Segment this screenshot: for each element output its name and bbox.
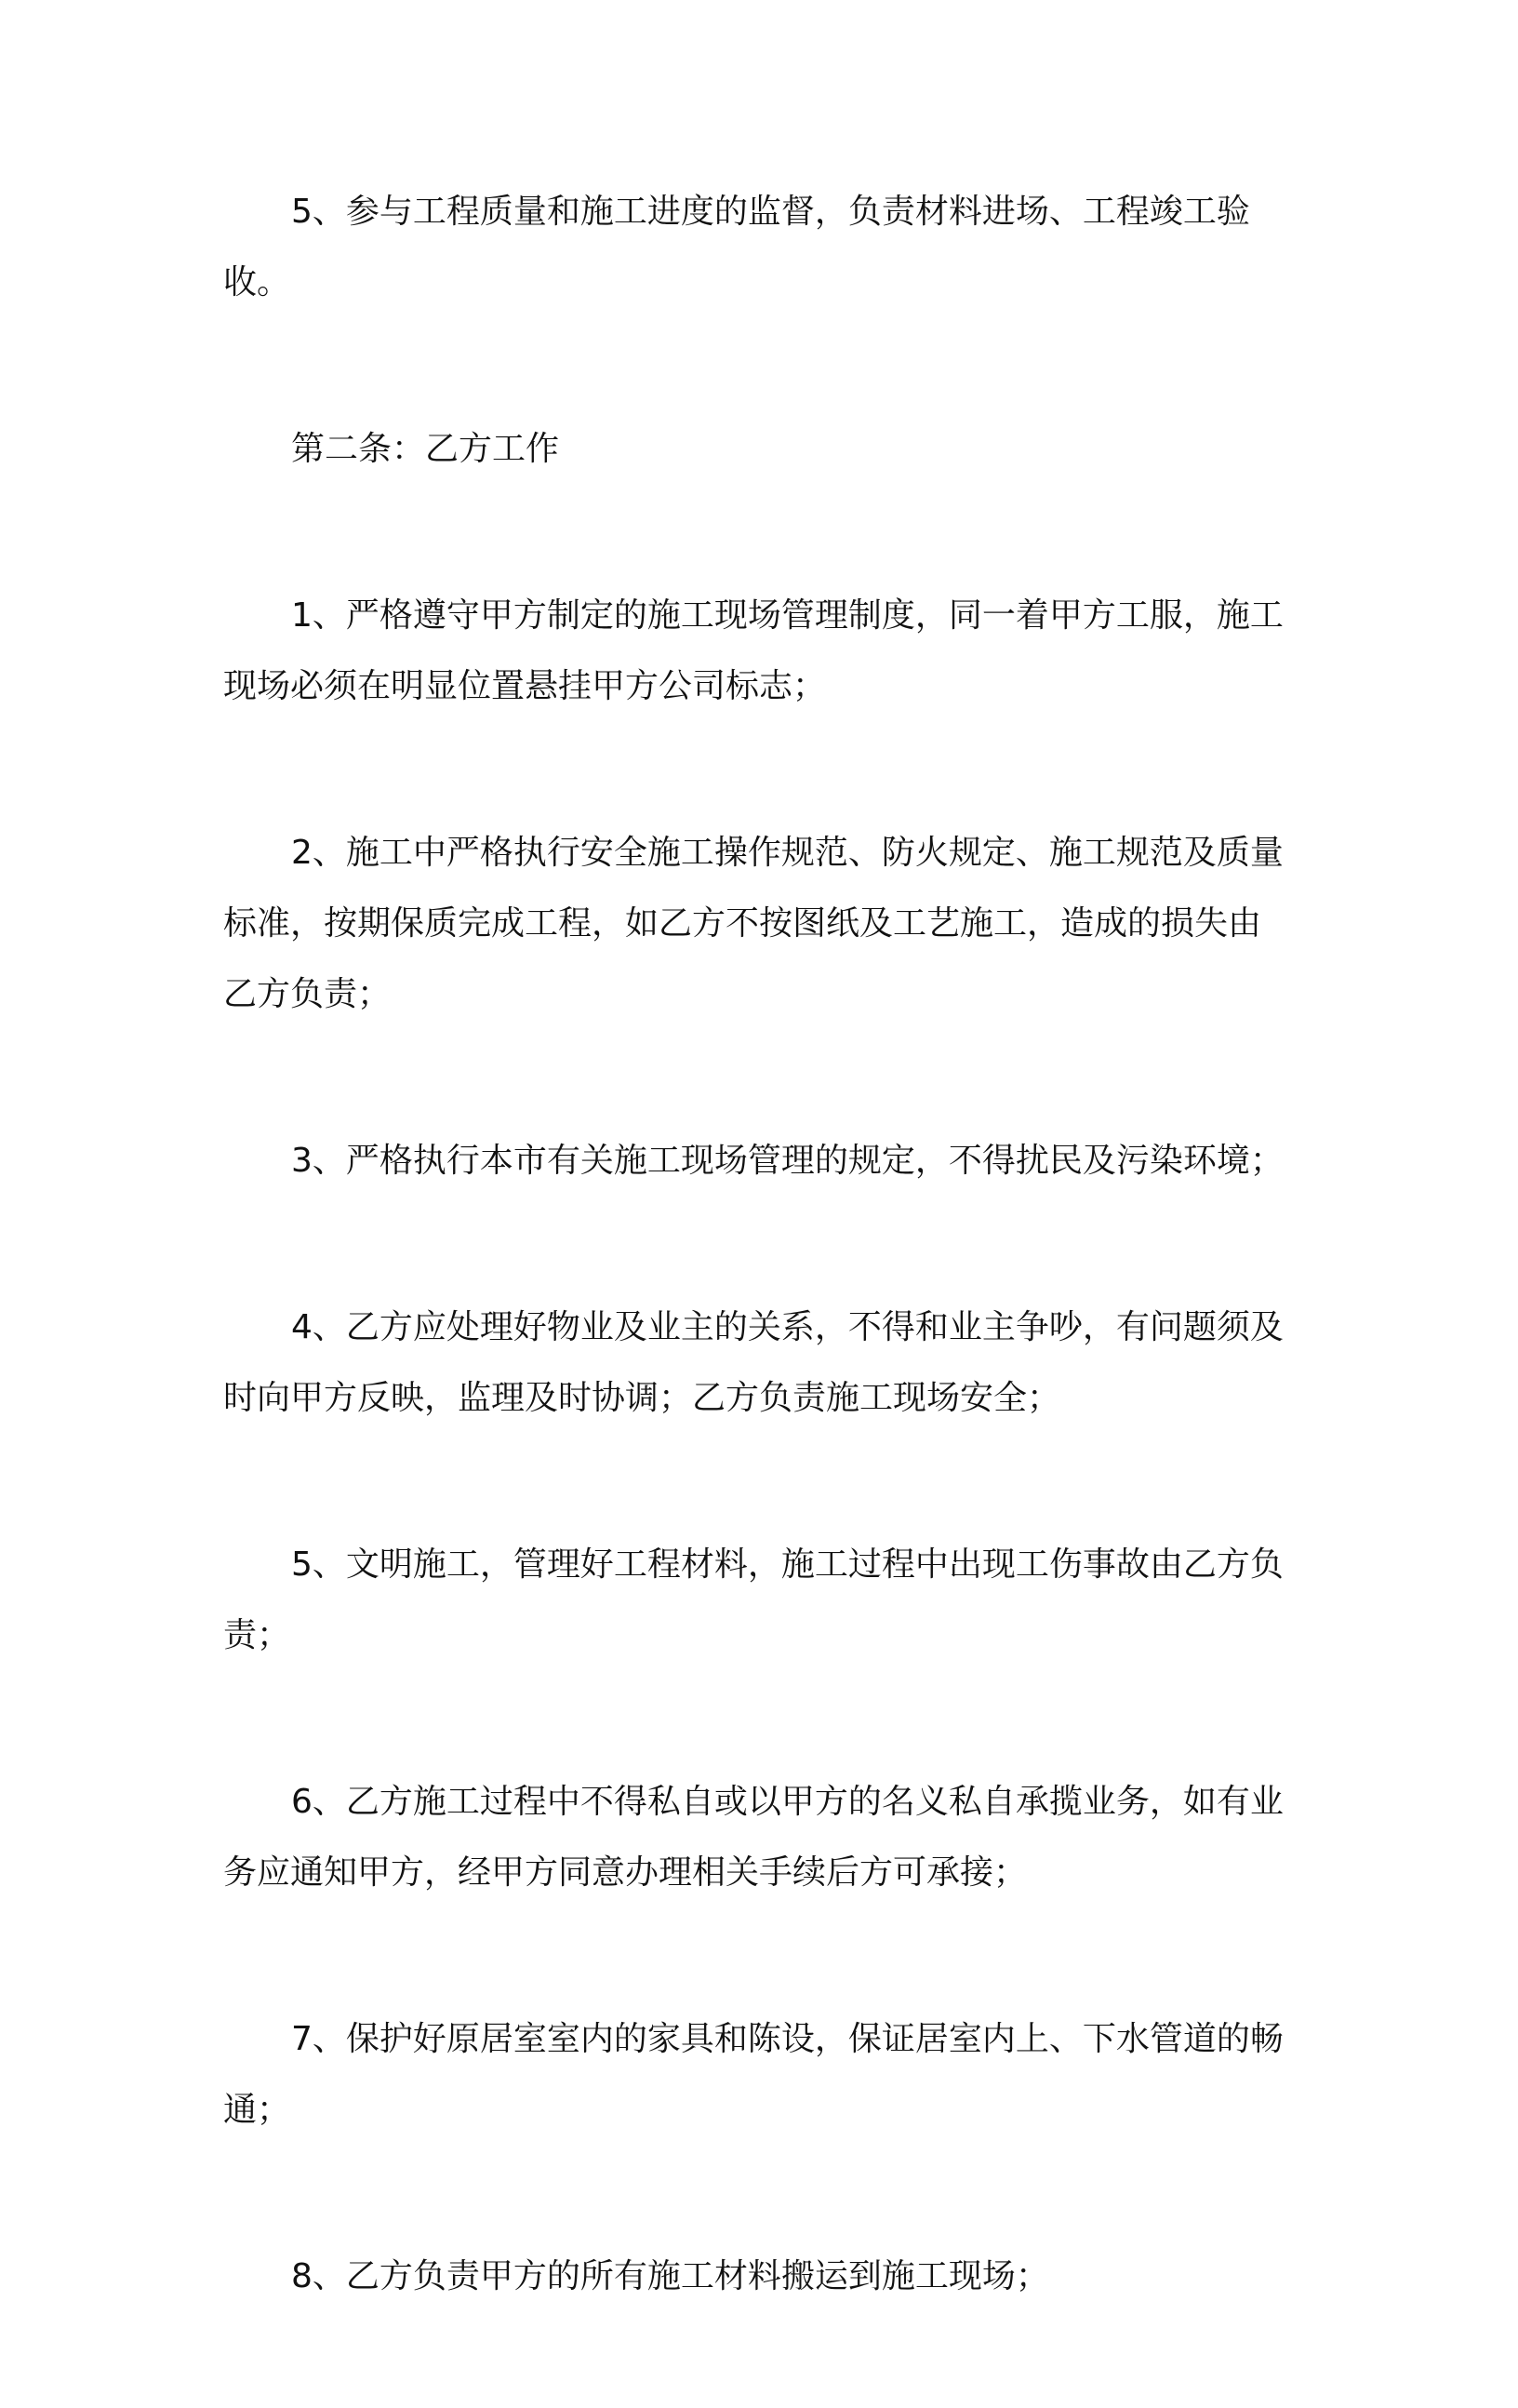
clause-paragraph-6: 6、乙方施工过程中不得私自或以甲方的名义私自承揽业务，如有业务应通知甲方，经甲方同意办理相关手续后方可承接；	[223, 1783, 1284, 1892]
clause-paragraph-1: 1、严格遵守甲方制定的施工现场管理制度，同一着甲方工服，施工现场必须在明显位置悬挂甲方公司标志；	[223, 596, 1284, 705]
document-page	[223, 177, 1291, 2408]
clause-paragraph-5-supervision: 5、参与工程质量和施工进度的监督，负责材料进场、工程竣工验收。	[223, 193, 1250, 301]
clause-paragraph-5: 5、文明施工，管理好工程材料，施工过程中出现工伤事故由乙方负责；	[223, 1545, 1284, 1654]
clause-paragraph-2: 2、施工中严格执行安全施工操作规范、防火规定、施工规范及质量标准，按期保质完成工程，如乙方不按图纸及工艺施工，造成的损失由乙方负责；	[223, 834, 1284, 1013]
clause-paragraph-4: 4、乙方应处理好物业及业主的关系，不得和业主争吵，有问题须及时向甲方反映，监理及时协调；乙方负责施工现场安全；	[223, 1308, 1284, 1417]
clause-paragraph-3: 3、严格执行本市有关施工现场管理的规定，不得扰民及污染环境；	[291, 1142, 1284, 1180]
clause-paragraph-8: 8、乙方负责甲方的所有施工材料搬运到施工现场；	[291, 2257, 1049, 2295]
clause-paragraph-7: 7、保护好原居室室内的家具和陈设，保证居室内上、下水管道的畅通；	[223, 2020, 1284, 2129]
article-two-heading: 第二条：乙方工作	[291, 430, 560, 468]
